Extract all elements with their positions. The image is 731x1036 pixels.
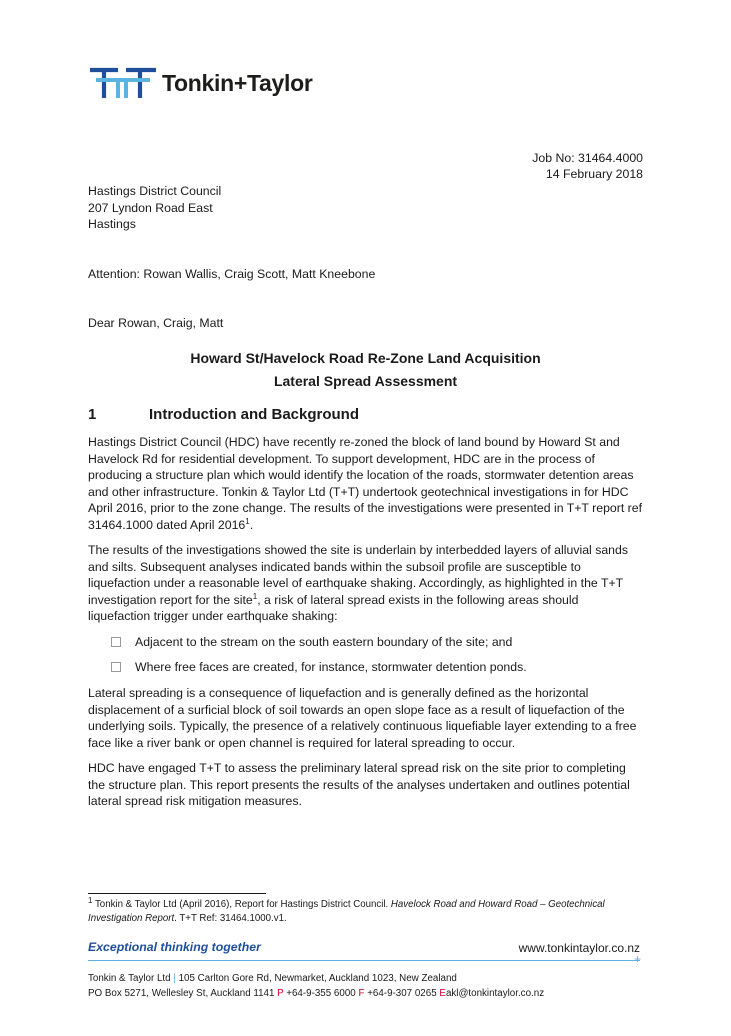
footer-tagline: Exceptional thinking together xyxy=(88,940,261,954)
footer-address-line-2: PO Box 5271, Wellesley St, Auckland 1141 P +64-9-355 6000 F +64-9-307 0265 Eakl@tonkintaylor.co.nz xyxy=(88,988,545,999)
footer-divider xyxy=(88,960,640,961)
paragraph-results xyxy=(88,542,644,625)
salutation: Dear Rowan, Craig, Matt xyxy=(88,316,224,330)
footnote: $^1$ Tonkin & Taylor Ltd (April 2016), Report for Hastings District Council. Havelock Road and Howard Road – Geotechnical Investigation Report. T+T Ref: 31464.1000.v1. xyxy=(88,895,605,924)
attention-line: Attention: Rowan Wallis, Craig Scott, Matt Kneebone xyxy=(88,267,376,281)
section-heading: Introduction and Background xyxy=(149,406,359,423)
letter-title xyxy=(0,347,731,393)
fax-number: +64-9-307 0265 xyxy=(367,988,437,999)
phone-number: +64-9-355 6000 xyxy=(286,988,356,999)
recipient-address xyxy=(88,183,221,233)
bullet-item xyxy=(111,634,512,651)
footnote-divider xyxy=(88,893,266,894)
paragraph-intro: Hastings District Council (HDC) have recently re-zoned the block of land bound by Howard St and Havelock Rd for residential development. To support development, HDC are in the process of producing a structure plan which would identify the location of the roads, stormwater detention areas and other infrastructure. Tonkin & Taylor Ltd (T+T) undertook geotechnical investigations in for HDC April 2016, prior to the zone change. The results of the investigations were presented in T+T report ref 31464.1000 dated April 2016$^1$. xyxy=(88,435,643,532)
email-link[interactable]: akl@tonkintaylor.co.nz xyxy=(445,988,545,999)
paragraph-text: , a risk of lateral spread exists in the following areas should liquefaction trigger under earthquake shaking: xyxy=(88,592,579,623)
paragraph-lateral-spreading: Lateral spreading is a consequence of liquefaction and is generally defined as the horizontal displacement of a surficial block of soil towards an open slope face as a result of liquefaction of the underlying soils. Typically, the presence of a relatively continuous liquefiable layer extending to a free face like a river bank or open channel is required for lateral spreading to occur. xyxy=(88,686,637,750)
footnote-ref: 1 xyxy=(252,591,258,601)
section-number: 1 xyxy=(88,406,97,423)
footer-website[interactable]: www.tonkintaylor.co.nz xyxy=(518,941,640,955)
address-line: Hastings District Council xyxy=(88,184,222,198)
company-logo xyxy=(88,66,348,104)
bullet-text: Adjacent to the stream on the south eastern boundary of the site; and xyxy=(135,635,513,649)
paragraph-text: The results of the investigations showed the site is underlain by interbedded layers of alluvial sands and silts. Subsequent analyses indicated bands within the subsoil profile are susceptible to liquefaction under a reasonable level of earthquake shaking. Accordingly, as highlighted in the T+T investigation report for the site xyxy=(88,543,629,607)
bullet-item xyxy=(111,659,527,676)
report-title: Havelock Road and Howard Road – Geotechnical Investigation Report xyxy=(88,899,605,924)
title-line-1: Howard St/Havelock Road Re-Zone Land Acquisition xyxy=(190,350,541,366)
bullet-box-icon xyxy=(111,662,121,672)
title-line-2: Lateral Spread Assessment xyxy=(273,373,458,389)
paragraph-text: Hastings District Council (HDC) have recently re-zoned the block of land bound by Howard St and Havelock Rd for residential development. To support development, HDC are in the process of producing a structure plan which would identify the location of the roads, stormwater detention areas and other infrastructure. Tonkin & Taylor Ltd (T+T) undertook geotechnical investigations in for HDC April 2016, prior to the zone change. The results of the investigations were presented in T+T report ref 31464.1000 dated April 2016 xyxy=(88,435,643,532)
address-line: Hastings xyxy=(88,217,136,231)
bullet-box-icon xyxy=(111,637,121,647)
footer-address-line-1: Tonkin & Taylor Ltd | 105 Carlton Gore Rd, Newmarket, Auckland 1023, New Zealand xyxy=(88,973,457,984)
letter-date: 14 February 2018 xyxy=(545,167,643,181)
logo-wordmark: Tonkin+Taylor xyxy=(162,70,313,96)
job-number: Job No: 31464.4000 xyxy=(532,151,643,165)
bullet-text: Where free faces are created, for instance, stormwater detention ponds. xyxy=(135,660,527,674)
footnote-ref: 1 xyxy=(245,516,250,526)
plus-icon: + xyxy=(634,952,642,966)
footnote-number: 1 xyxy=(88,895,93,905)
tt-logo-icon xyxy=(88,66,158,100)
paragraph-engagement: HDC have engaged T+T to assess the preliminary lateral spread risk on the site prior to completing the structure plan. This report presents the results of the analyses undertaken and outlines potential lateral spread risk mitigation measures. xyxy=(88,761,630,808)
address-line: 207 Lyndon Road East xyxy=(88,200,213,215)
